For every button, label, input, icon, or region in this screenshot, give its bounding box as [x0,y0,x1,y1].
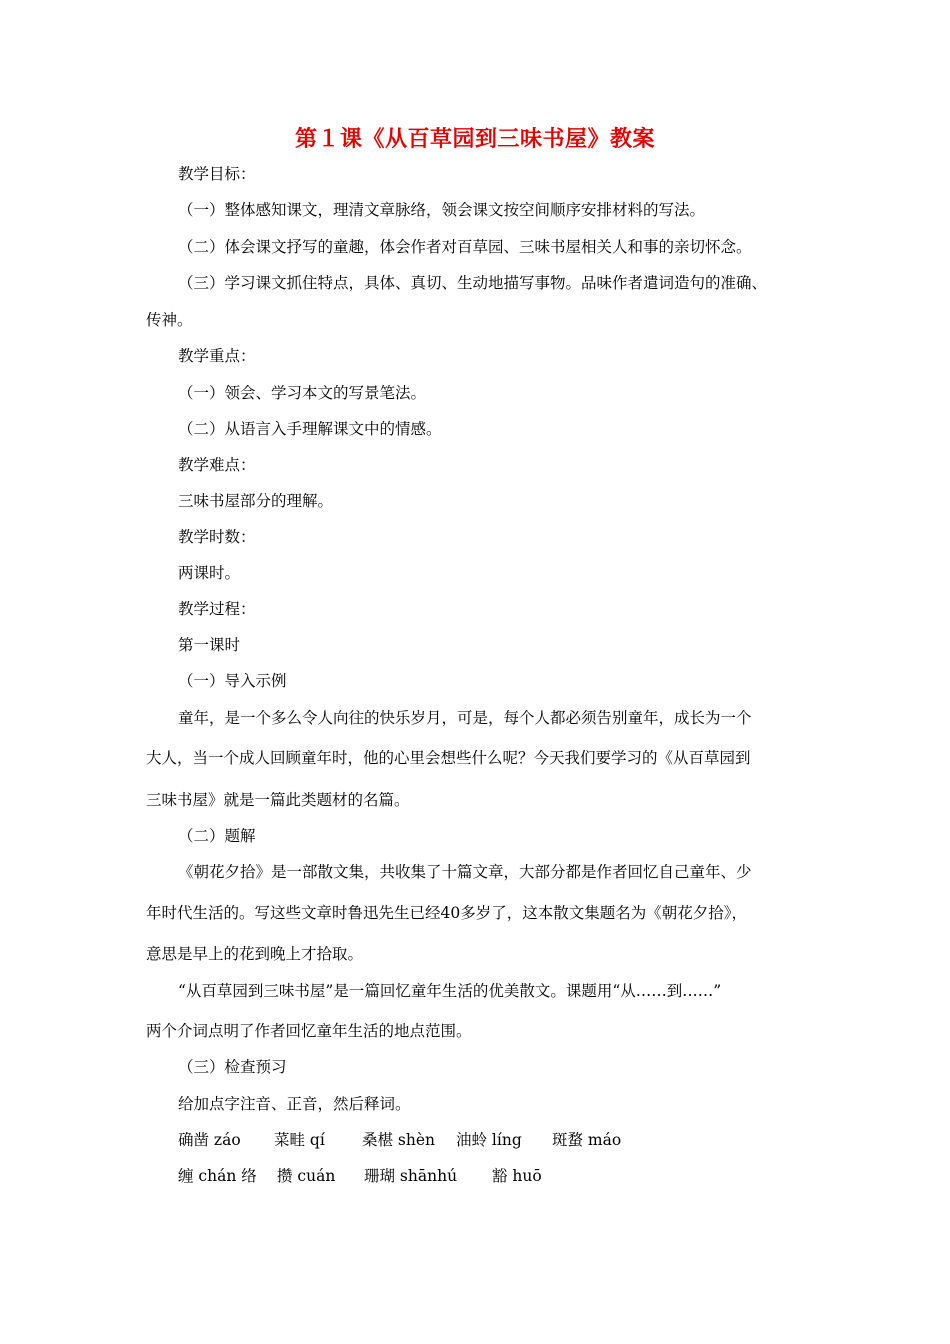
lesson-1-heading: 第一课时 [178,636,241,654]
title-explanation-line-1: 《朝花夕拾》是一部散文集，共收集了十篇文章，大部分都是作者回忆自己童年、少 [178,863,752,881]
intro-line-1: 童年，是一个多么令人向往的快乐岁月，可是，每个人都必须告别童年，成长为一个 [178,709,752,727]
vocab-item: 攒 cuán [277,1167,336,1185]
key-points-heading: 教学重点： [178,347,256,365]
intro-line-2: 大人，当一个成人回顾童年时，他的心里会想些什么呢？今天我们要学习的《从百草园到 [146,749,751,767]
vocab-item: 菜畦 qí [274,1131,325,1149]
title-explanation-line-5: 两个介词点明了作者回忆童年生活的地点范围。 [146,1022,472,1040]
vocab-item: 斑蝥 máo [552,1131,622,1149]
difficulty-heading: 教学难点： [178,456,256,474]
title-explanation-line-3: 意思是早上的花到晚上才拾取。 [146,945,364,963]
preview-heading: （三）检查预习 [178,1058,287,1076]
goal-3-line-1: （三）学习课文抓住特点，具体、真切、生动地描写事物。品味作者遣词造句的准确、 [178,274,768,292]
goal-2: （二）体会课文抒写的童趣，体会作者对百草园、三味书屋相关人和事的亲切怀念。 [178,238,752,256]
intro-heading: （一）导入示例 [178,672,287,690]
vocab-item: 油蛉 líng [456,1131,522,1149]
goals-heading: 教学目标： [178,165,256,183]
hours-heading: 教学时数： [178,528,256,546]
document-title: 第１课《从百草园到三味书屋》教案 [294,126,655,152]
key-point-2: （二）从语言入手理解课文中的情感。 [178,420,442,438]
process-heading: 教学过程： [178,600,256,618]
title-explanation-line-4: “从百草园到三味书屋”是一篇回忆童年生活的优美散文。课题用“从……到……” [178,982,722,1000]
vocab-item: 确凿 záo [178,1131,241,1149]
title-explanation-heading: （二）题解 [178,827,256,845]
hours-value: 两课时。 [178,564,241,582]
goal-3-line-2: 传神。 [146,311,193,329]
intro-line-3: 三味书屋》就是一篇此类题材的名篇。 [146,791,410,809]
title-explanation-line-2: 年时代生活的。写这些文章时鲁迅先生已经40多岁了，这本散文集题名为《朝花夕拾》， [146,904,747,922]
key-point-1: （一）领会、学习本文的写景笔法。 [178,384,427,402]
goal-1: （一）整体感知课文，理清文章脉络，领会课文按空间顺序安排材料的写法。 [178,201,706,219]
preview-instruction: 给加点字注音、正音，然后释词。 [178,1095,411,1113]
vocab-item: 珊瑚 shānhú [364,1167,458,1185]
vocab-item: 缠 chán 络 [178,1167,257,1185]
difficulty-1: 三味书屋部分的理解。 [178,492,334,510]
vocab-item: 桑椹 shèn [362,1131,436,1149]
vocab-item: 豁 huō [492,1167,542,1185]
